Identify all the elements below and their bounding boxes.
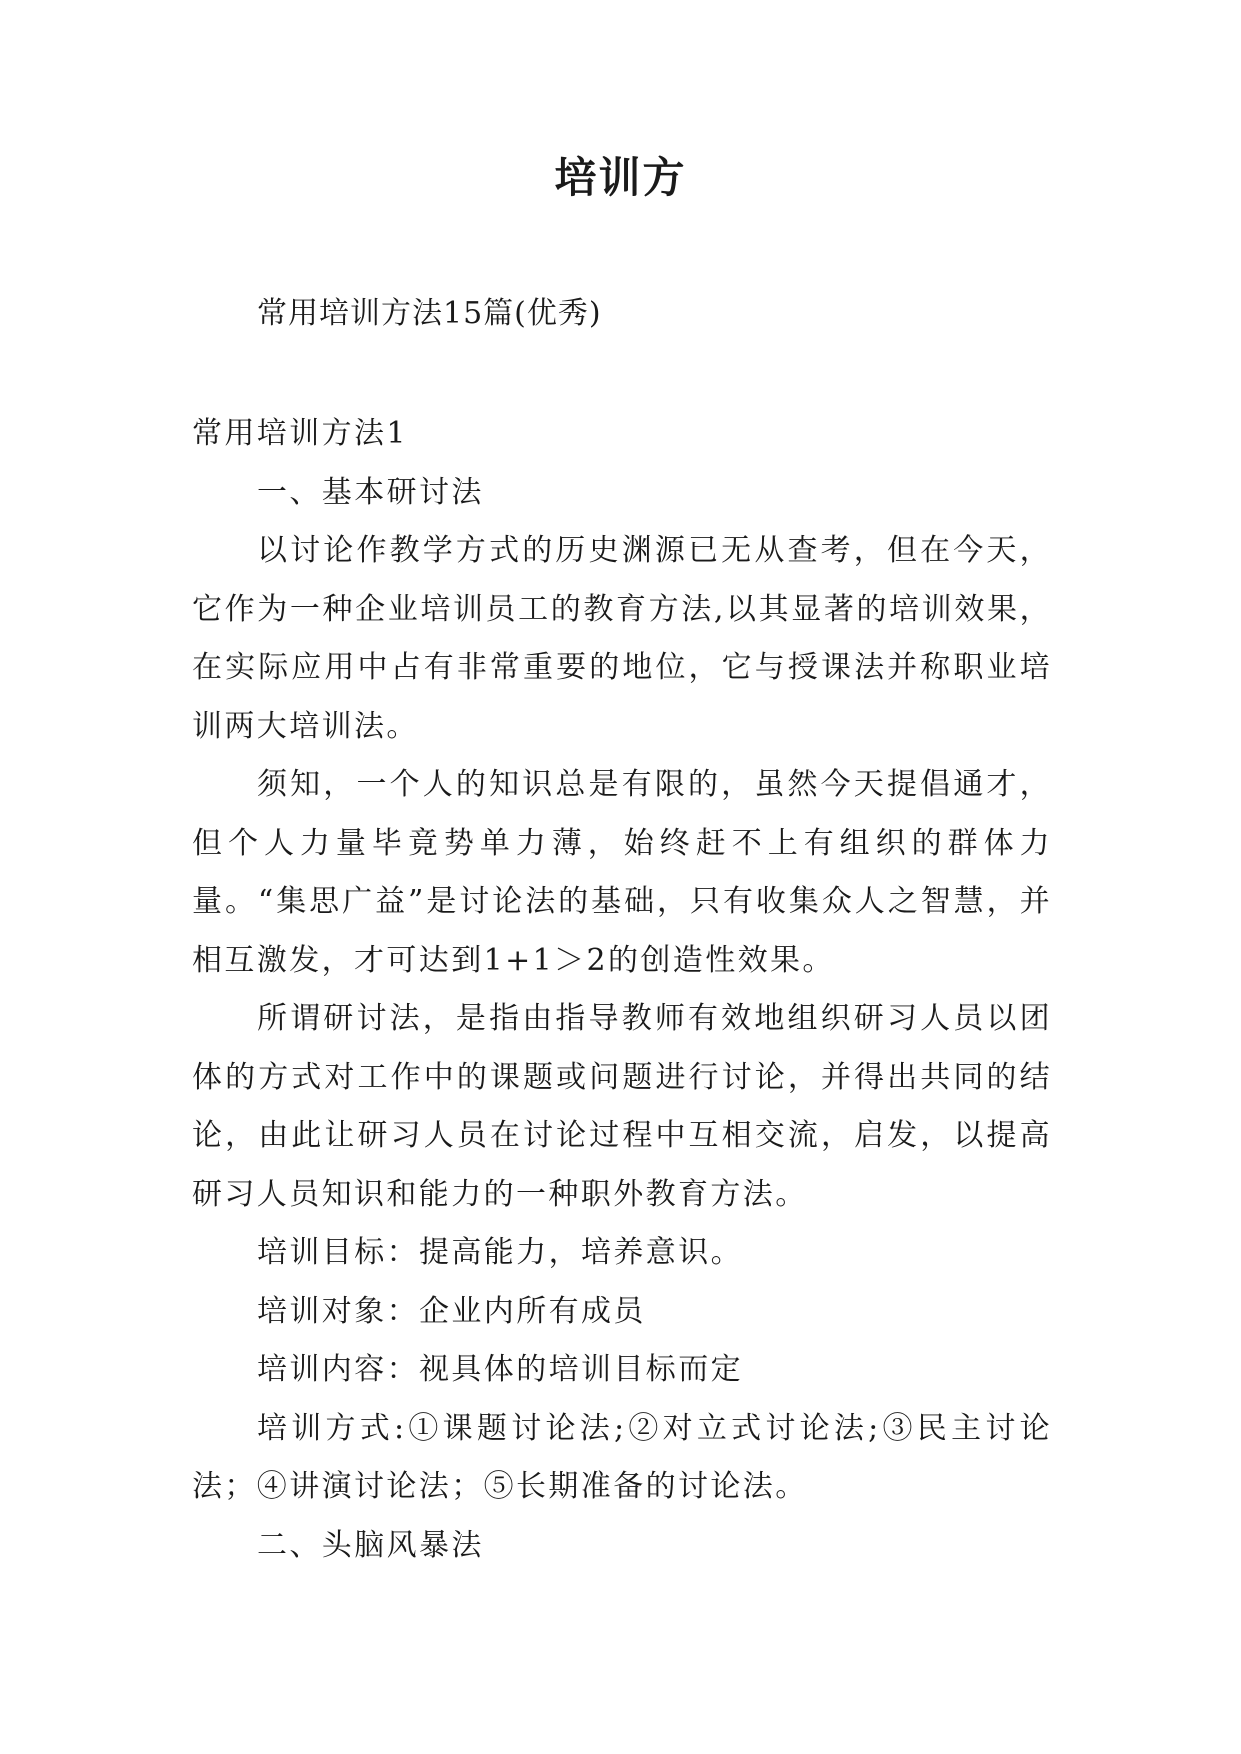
section-heading: 常用培训方法1: [192, 416, 408, 451]
document-title: 培训方: [554, 153, 687, 202]
body-paragraph: 以讨论作教学方式的历史渊源已无从查考，但在今天，它作为一种企业培训员工的教育方法,以其显著的培训效果，在实际应用中占有非常重要的地位，它与授课法并称职业培训两大培训法。: [192, 533, 1052, 744]
training-methods: 培训方式:①课题讨论法;②对立式讨论法;③民主讨论法；④讲演讨论法；⑤长期准备的讨论法。: [192, 1410, 1052, 1504]
body-paragraph: 所谓研讨法，是指由指导教师有效地组织研习人员以团体的方式对工作中的课题或问题进行讨论，并得出共同的结论，由此让研习人员在讨论过程中互相交流，启发，以提高研习人员知识和能力的一种职外教育方法。: [192, 1001, 1052, 1212]
training-content: 培训内容：视具体的培训目标而定: [257, 1352, 743, 1387]
training-goal: 培训目标：提高能力，培养意识。: [257, 1235, 743, 1270]
subsection-heading: 一、基本研讨法: [257, 474, 484, 510]
document-subtitle: 常用培训方法15篇(优秀): [257, 296, 602, 331]
subsection-heading: 二、头脑风暴法: [257, 1527, 484, 1563]
document-body: [192, 405, 1052, 1575]
training-audience: 培训对象：企业内所有成员: [257, 1293, 646, 1329]
body-paragraph: 须知，一个人的知识总是有限的，虽然今天提倡通才，但个人力量毕竟势单力薄，始终赶不上有组织的群体力量。“集思广益”是讨论法的基础，只有收集众人之智慧，并相互激发，才可达到1+1＞2的创造性效果。: [192, 767, 1052, 978]
